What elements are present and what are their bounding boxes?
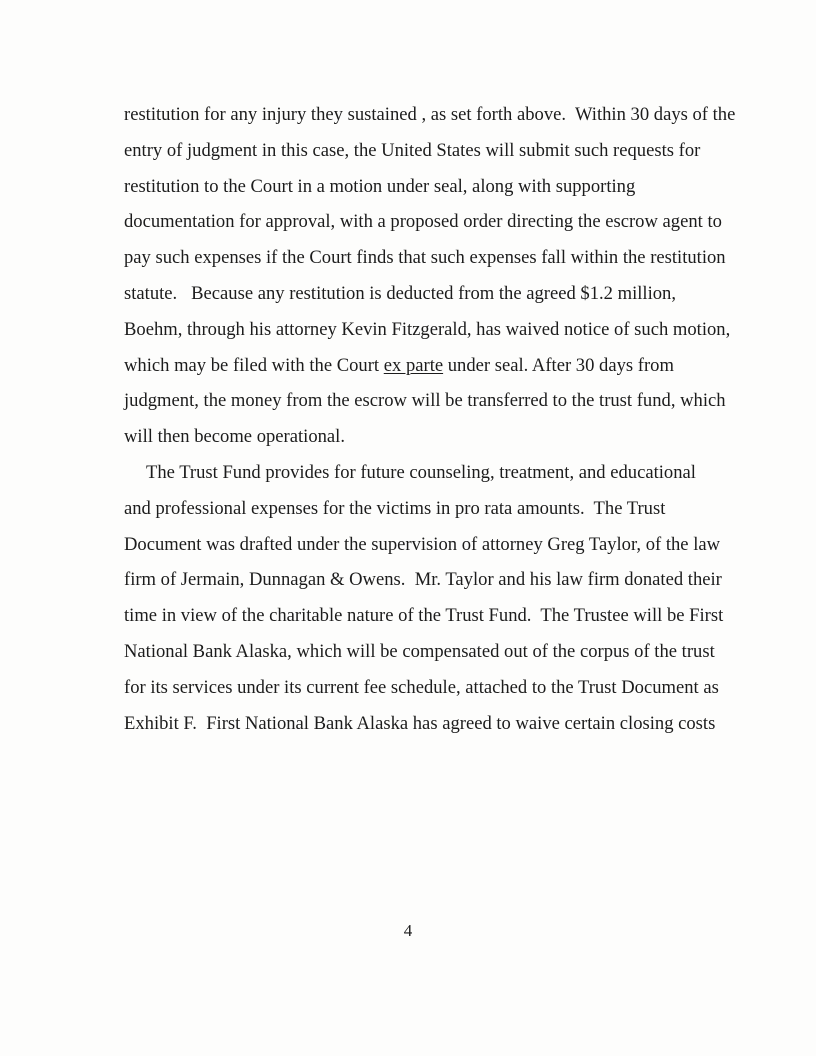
text-line: documentation for approval, with a proposed order directing the escrow agent to — [124, 211, 722, 233]
paragraph-first-line: The Trust Fund provides for future counseling, treatment, and educational — [146, 461, 696, 483]
text-line: judgment, the money from the escrow will be transferred to the trust fund, which — [124, 390, 726, 412]
text-line: statute. Because any restitution is deducted from the agreed $1.2 million, — [124, 282, 676, 304]
text-line: restitution for any injury they sustained , as set forth above. Within 30 days of the — [124, 104, 736, 125]
text-line: and professional expenses for the victims in pro rata amounts. The Trust — [124, 497, 666, 519]
page-number: 4 — [403, 921, 413, 940]
text-segment: under seal. After 30 days from — [443, 354, 674, 376]
body-text — [124, 97, 736, 741]
text-line: firm of Jermain, Dunnagan & Owens. Mr. Taylor and his law firm donated their — [124, 569, 722, 591]
text-line: entry of judgment in this case, the United States will submit such requests for — [124, 139, 701, 161]
text-line — [124, 348, 724, 384]
text-line: restitution to the Court in a motion under seal, along with supporting — [124, 175, 636, 197]
text-segment: which may be filed with the Court — [124, 354, 384, 376]
text-line: pay such expenses if the Court finds that such expenses fall within the restitution — [124, 247, 726, 269]
text-line: Exhibit F. First National Bank Alaska has agreed to waive certain closing costs — [124, 712, 716, 734]
text-line: time in view of the charitable nature of the Trust Fund. The Trustee will be First — [124, 605, 724, 627]
text-line: for its services under its current fee schedule, attached to the Trust Document as — [124, 676, 719, 698]
text-line: Document was drafted under the supervision of attorney Greg Taylor, of the law — [124, 533, 721, 555]
text-line: National Bank Alaska, which will be compensated out of the corpus of the trust — [124, 640, 715, 662]
text-line: Boehm, through his attorney Kevin Fitzgerald, has waived notice of such motion, — [124, 318, 731, 340]
underlined-term: ex parte — [383, 354, 444, 376]
text-line: will then become operational. — [124, 426, 345, 448]
